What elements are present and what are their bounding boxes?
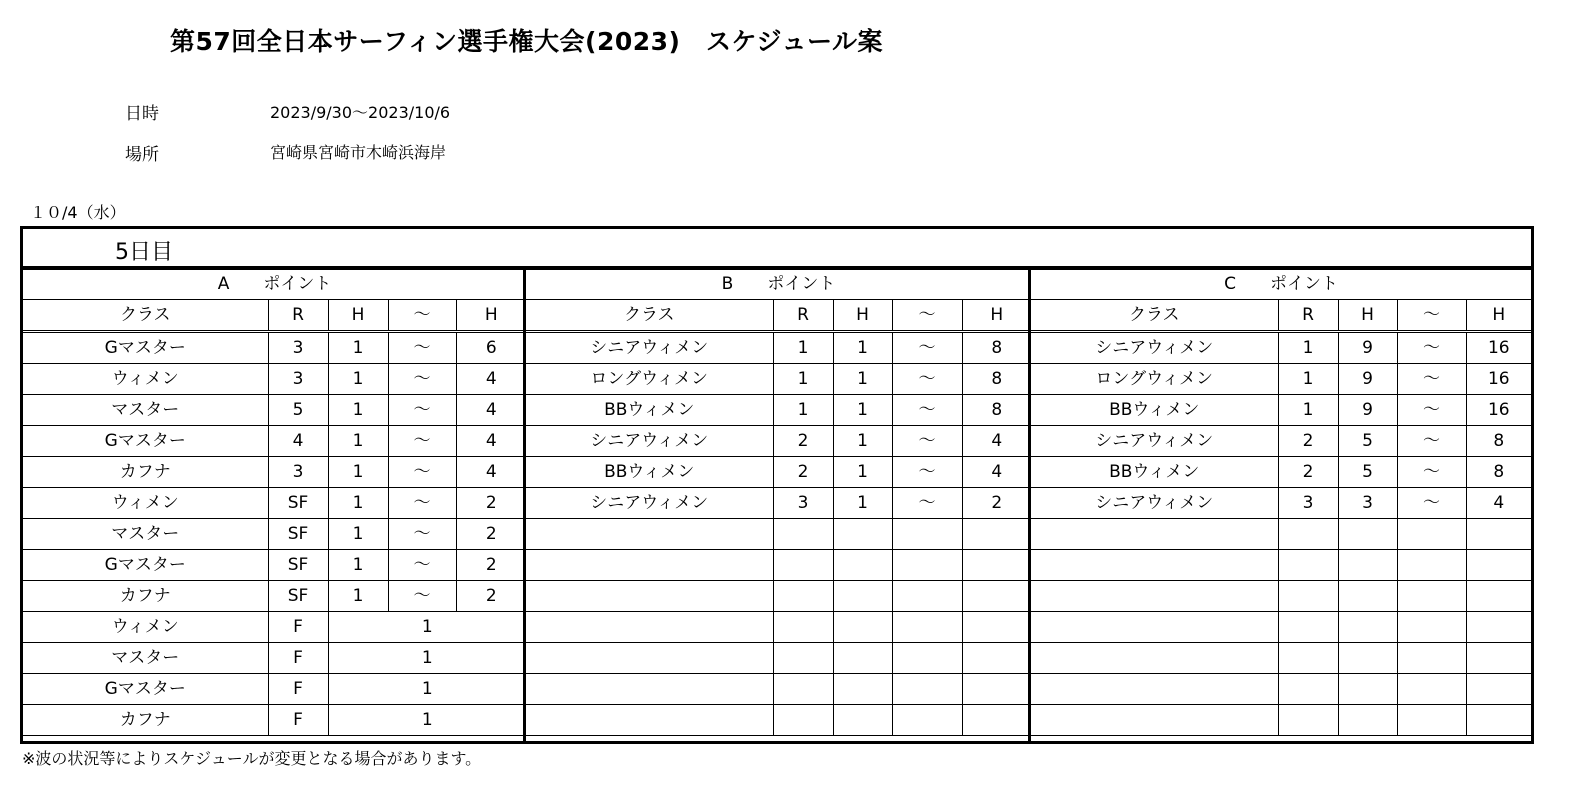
table-row (1031, 705, 1531, 736)
tilde-cell: ～ (388, 457, 456, 488)
table-row (1031, 395, 1531, 426)
tilde-cell (1397, 643, 1466, 674)
heat-to-cell: 4 (962, 457, 1031, 488)
class-cell: シニアウィメン (1031, 426, 1278, 457)
point-name: A ポイント (23, 270, 526, 300)
round-cell (1278, 612, 1338, 643)
heat-from-cell: 1 (328, 519, 388, 550)
round-cell (773, 643, 833, 674)
class-cell: ウィメン (23, 612, 268, 643)
heat-to-cell: 16 (1466, 364, 1531, 395)
heat-from-cell: 5 (1338, 426, 1397, 457)
heat-to-cell: 8 (1466, 457, 1531, 488)
heat-from-cell (1338, 550, 1397, 581)
table-row (526, 581, 1031, 612)
column-header-tilde: ～ (892, 300, 962, 332)
heat-to-cell: 6 (456, 332, 526, 364)
tilde-cell: ～ (1397, 457, 1466, 488)
class-cell: BBウィメン (1031, 395, 1278, 426)
class-cell: BBウィメン (1031, 457, 1278, 488)
final-heat-cell: 1 (328, 612, 526, 643)
heat-to-cell (962, 705, 1031, 736)
point-name-row (23, 270, 526, 300)
class-cell: Gマスター (23, 550, 268, 581)
heat-to-cell: 4 (456, 364, 526, 395)
round-cell: SF (268, 581, 328, 612)
tilde-cell: ～ (892, 364, 962, 395)
class-cell: シニアウィメン (1031, 488, 1278, 519)
heat-from-cell: 1 (833, 488, 892, 519)
heat-from-cell: 1 (833, 395, 892, 426)
column-header-heat-from: H (1338, 300, 1397, 332)
final-heat-cell: 1 (328, 674, 526, 705)
column-header-row (526, 300, 1031, 332)
tilde-cell: ～ (388, 332, 456, 364)
class-cell (1031, 612, 1278, 643)
heat-from-cell: 1 (328, 395, 388, 426)
heat-from-cell: 5 (1338, 457, 1397, 488)
heat-to-cell: 4 (1466, 488, 1531, 519)
tilde-cell: ～ (388, 519, 456, 550)
heat-from-cell: 1 (328, 581, 388, 612)
heat-from-cell (833, 643, 892, 674)
heat-to-cell (1466, 519, 1531, 550)
heat-from-cell (1338, 643, 1397, 674)
tilde-cell: ～ (388, 550, 456, 581)
table-row (23, 550, 526, 581)
round-cell (773, 705, 833, 736)
heat-to-cell (1466, 581, 1531, 612)
tilde-cell (1397, 612, 1466, 643)
round-cell: SF (268, 488, 328, 519)
heat-to-cell (962, 581, 1031, 612)
table-row (23, 705, 526, 736)
place-value: 宮崎県宮崎市木崎浜海岸 (270, 143, 447, 162)
block-a-point (23, 269, 526, 741)
table-row (1031, 581, 1531, 612)
heat-from-cell: 9 (1338, 395, 1397, 426)
table-row (23, 643, 526, 674)
final-heat-cell: 1 (328, 705, 526, 736)
round-cell: 1 (1278, 395, 1338, 426)
datetime-value: 2023/9/30～2023/10/6 (270, 103, 451, 122)
table-row (1031, 426, 1531, 457)
point-grid (1031, 269, 1531, 736)
class-cell (1031, 705, 1278, 736)
column-header-class: クラス (526, 300, 773, 332)
round-cell: SF (268, 550, 328, 581)
heat-to-cell: 16 (1466, 395, 1531, 426)
round-cell: 4 (268, 426, 328, 457)
tilde-cell (892, 705, 962, 736)
heat-to-cell: 8 (962, 332, 1031, 364)
round-cell: 3 (1278, 488, 1338, 519)
heat-from-cell: 1 (833, 332, 892, 364)
round-cell: 2 (1278, 457, 1338, 488)
class-cell (526, 612, 773, 643)
round-cell: 2 (1278, 426, 1338, 457)
class-cell (1031, 550, 1278, 581)
round-cell: 2 (773, 426, 833, 457)
heat-to-cell: 4 (456, 395, 526, 426)
heat-to-cell (962, 519, 1031, 550)
table-row (23, 426, 526, 457)
table-row (23, 581, 526, 612)
heat-from-cell: 1 (328, 364, 388, 395)
heat-from-cell: 9 (1338, 364, 1397, 395)
point-grid (526, 269, 1031, 736)
class-cell: Gマスター (23, 332, 268, 364)
table-row (1031, 643, 1531, 674)
heat-to-cell: 16 (1466, 332, 1531, 364)
heat-from-cell (1338, 581, 1397, 612)
tilde-cell: ～ (1397, 426, 1466, 457)
column-header-round: R (1278, 300, 1338, 332)
tilde-cell: ～ (388, 488, 456, 519)
tilde-cell (892, 612, 962, 643)
point-name: C ポイント (1031, 270, 1531, 300)
column-header-row (1031, 300, 1531, 332)
tilde-cell: ～ (892, 395, 962, 426)
column-header-round: R (773, 300, 833, 332)
round-cell (1278, 581, 1338, 612)
table-row (23, 488, 526, 519)
tilde-cell (892, 674, 962, 705)
round-cell: 3 (773, 488, 833, 519)
round-cell (1278, 643, 1338, 674)
column-header-heat-from: H (328, 300, 388, 332)
tilde-cell: ～ (388, 426, 456, 457)
heat-from-cell (1338, 674, 1397, 705)
column-header-tilde: ～ (388, 300, 456, 332)
table-row (1031, 457, 1531, 488)
class-cell (526, 550, 773, 581)
round-cell: 2 (773, 457, 833, 488)
column-header-heat-to: H (1466, 300, 1531, 332)
tilde-cell (892, 519, 962, 550)
datetime-label: 日時 (125, 104, 159, 124)
heat-to-cell (1466, 705, 1531, 736)
table-row (1031, 332, 1531, 364)
table-row (23, 519, 526, 550)
column-header-heat-to: H (456, 300, 526, 332)
round-cell (773, 612, 833, 643)
class-cell: マスター (23, 643, 268, 674)
round-cell (1278, 519, 1338, 550)
class-cell: ウィメン (23, 364, 268, 395)
class-cell: Gマスター (23, 426, 268, 457)
heat-to-cell (962, 643, 1031, 674)
round-cell (1278, 705, 1338, 736)
column-header-heat-to: H (962, 300, 1031, 332)
round-cell: F (268, 612, 328, 643)
point-grid (23, 269, 526, 736)
class-cell: シニアウィメン (526, 488, 773, 519)
tilde-cell (1397, 581, 1466, 612)
class-cell (1031, 643, 1278, 674)
round-cell: F (268, 643, 328, 674)
table-row (23, 457, 526, 488)
heat-from-cell (833, 550, 892, 581)
final-heat-cell: 1 (328, 643, 526, 674)
class-cell: ウィメン (23, 488, 268, 519)
block-c-point (1031, 269, 1531, 741)
day-label: 5日目 (115, 240, 173, 265)
heat-to-cell (962, 674, 1031, 705)
class-cell (1031, 519, 1278, 550)
point-name-row (1031, 270, 1531, 300)
tilde-cell: ～ (892, 488, 962, 519)
table-row (526, 550, 1031, 581)
heat-to-cell: 2 (456, 488, 526, 519)
heat-from-cell (833, 581, 892, 612)
class-cell (526, 581, 773, 612)
column-header-class: クラス (1031, 300, 1278, 332)
class-cell: BBウィメン (526, 457, 773, 488)
heat-to-cell (962, 612, 1031, 643)
heat-to-cell: 2 (456, 519, 526, 550)
footnote: ※波の状況等によりスケジュールが変更となる場合があります。 (22, 749, 482, 768)
heat-to-cell: 4 (962, 426, 1031, 457)
column-header-tilde: ～ (1397, 300, 1466, 332)
class-cell: シニアウィメン (526, 332, 773, 364)
class-cell: マスター (23, 519, 268, 550)
round-cell: 1 (1278, 332, 1338, 364)
class-cell (1031, 581, 1278, 612)
column-header-heat-from: H (833, 300, 892, 332)
page-title: 第57回全日本サーフィン選手権大会(2023) スケジュール案 (170, 27, 883, 56)
table-row (526, 612, 1031, 643)
round-cell: 1 (1278, 364, 1338, 395)
heat-to-cell: 8 (962, 364, 1031, 395)
heat-from-cell (833, 705, 892, 736)
tilde-cell (892, 550, 962, 581)
heat-from-cell (1338, 519, 1397, 550)
class-cell: Gマスター (23, 674, 268, 705)
class-cell (526, 643, 773, 674)
place-label: 場所 (125, 145, 159, 165)
table-row (526, 705, 1031, 736)
heat-from-cell: 3 (1338, 488, 1397, 519)
heat-from-cell: 1 (328, 488, 388, 519)
table-row (1031, 364, 1531, 395)
class-cell: シニアウィメン (526, 426, 773, 457)
class-cell: シニアウィメン (1031, 332, 1278, 364)
tilde-cell: ～ (892, 332, 962, 364)
heat-to-cell: 4 (456, 457, 526, 488)
heat-from-cell: 1 (833, 426, 892, 457)
heat-from-cell (1338, 612, 1397, 643)
day-row (23, 229, 1531, 269)
heat-from-cell: 9 (1338, 332, 1397, 364)
round-cell (773, 674, 833, 705)
heat-to-cell: 2 (962, 488, 1031, 519)
round-cell: 3 (268, 457, 328, 488)
heat-from-cell: 1 (328, 332, 388, 364)
round-cell (773, 519, 833, 550)
heat-from-cell (833, 674, 892, 705)
column-header-row (23, 300, 526, 332)
round-cell (1278, 674, 1338, 705)
table-row (23, 674, 526, 705)
round-cell: SF (268, 519, 328, 550)
tilde-cell (1397, 550, 1466, 581)
heat-to-cell (1466, 550, 1531, 581)
round-cell: 1 (773, 332, 833, 364)
tilde-cell (1397, 674, 1466, 705)
table-row (1031, 674, 1531, 705)
tilde-cell: ～ (388, 581, 456, 612)
table-row (23, 364, 526, 395)
table-row (526, 674, 1031, 705)
class-cell: ロングウィメン (1031, 364, 1278, 395)
table-row (1031, 612, 1531, 643)
tilde-cell: ～ (892, 457, 962, 488)
round-cell (773, 550, 833, 581)
heat-to-cell: 4 (456, 426, 526, 457)
tilde-cell (1397, 705, 1466, 736)
tilde-cell: ～ (1397, 395, 1466, 426)
table-row (526, 488, 1031, 519)
round-cell (1278, 550, 1338, 581)
tilde-cell: ～ (1397, 332, 1466, 364)
tilde-cell: ～ (388, 364, 456, 395)
heat-to-cell (1466, 674, 1531, 705)
table-row (526, 364, 1031, 395)
table-row (526, 426, 1031, 457)
heat-from-cell: 1 (328, 426, 388, 457)
heat-from-cell (833, 519, 892, 550)
block-b-point (526, 269, 1031, 741)
class-cell (526, 519, 773, 550)
class-cell: カフナ (23, 705, 268, 736)
tilde-cell: ～ (1397, 488, 1466, 519)
heat-to-cell: 2 (456, 550, 526, 581)
tilde-cell: ～ (388, 395, 456, 426)
table-row (1031, 488, 1531, 519)
heat-from-cell (833, 612, 892, 643)
heat-from-cell: 1 (833, 457, 892, 488)
table-row (526, 395, 1031, 426)
date-label: １０/4（水） (30, 203, 126, 222)
tilde-cell (892, 581, 962, 612)
table-row (1031, 550, 1531, 581)
class-cell: マスター (23, 395, 268, 426)
table-row (526, 643, 1031, 674)
table-row (23, 612, 526, 643)
round-cell: 3 (268, 332, 328, 364)
heat-to-cell (1466, 612, 1531, 643)
class-cell: BBウィメン (526, 395, 773, 426)
heat-to-cell: 8 (1466, 426, 1531, 457)
class-cell: カフナ (23, 457, 268, 488)
point-name: B ポイント (526, 270, 1031, 300)
round-cell: 1 (773, 395, 833, 426)
round-cell: F (268, 705, 328, 736)
heat-from-cell: 1 (328, 550, 388, 581)
heat-to-cell: 2 (456, 581, 526, 612)
heat-from-cell (1338, 705, 1397, 736)
round-cell: F (268, 674, 328, 705)
class-cell (1031, 674, 1278, 705)
table-row (23, 332, 526, 364)
class-cell: カフナ (23, 581, 268, 612)
class-cell (526, 674, 773, 705)
point-name-row (526, 270, 1031, 300)
round-cell: 5 (268, 395, 328, 426)
column-header-class: クラス (23, 300, 268, 332)
heat-to-cell (962, 550, 1031, 581)
tilde-cell (892, 643, 962, 674)
table-row (526, 519, 1031, 550)
schedule-table (20, 226, 1534, 744)
class-cell: ロングウィメン (526, 364, 773, 395)
table-row (23, 395, 526, 426)
class-cell (526, 705, 773, 736)
table-row (1031, 519, 1531, 550)
column-header-round: R (268, 300, 328, 332)
table-row (526, 457, 1031, 488)
heat-to-cell: 8 (962, 395, 1031, 426)
heat-from-cell: 1 (328, 457, 388, 488)
heat-from-cell: 1 (833, 364, 892, 395)
table-row (526, 332, 1031, 364)
round-cell (773, 581, 833, 612)
round-cell: 1 (773, 364, 833, 395)
round-cell: 3 (268, 364, 328, 395)
tilde-cell (1397, 519, 1466, 550)
tilde-cell: ～ (1397, 364, 1466, 395)
heat-to-cell (1466, 643, 1531, 674)
tilde-cell: ～ (892, 426, 962, 457)
